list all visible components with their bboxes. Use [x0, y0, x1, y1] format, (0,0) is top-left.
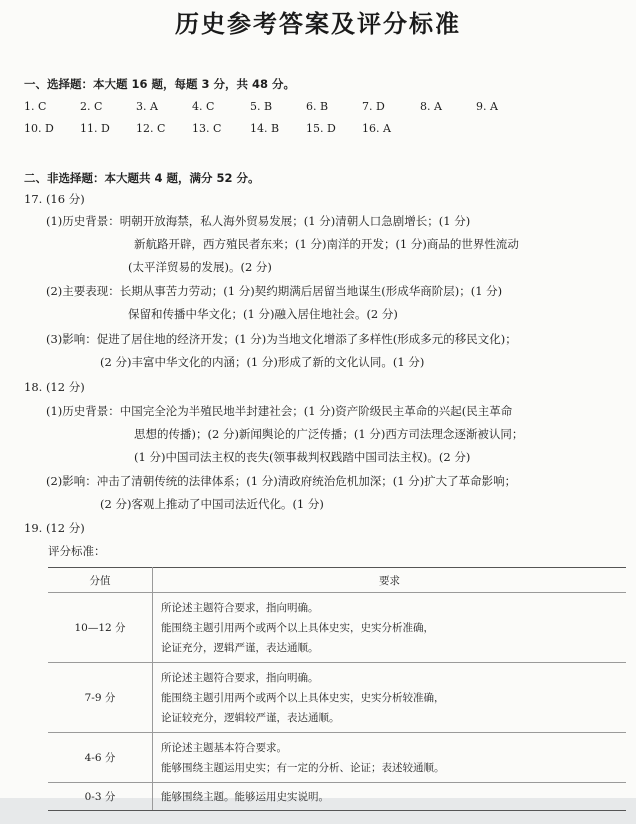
- q18-line: (2)影响：冲击了清朝传统的法律体系；(1 分)清政府统治危机加深；(1 分)扩大了革命影响；: [46, 474, 517, 488]
- requirement-line: 所论述主题基本符合要求。: [161, 741, 287, 754]
- table-header-requirement: 要求: [153, 568, 627, 593]
- answer-item: 15. D: [306, 122, 336, 135]
- table-header-row: [48, 568, 626, 593]
- answer-item: 12. C: [136, 122, 166, 135]
- criteria-label: 评分标准：: [48, 544, 106, 558]
- answer-item: 5. B: [250, 100, 273, 113]
- requirement-line: 能够围绕主题。能够运用史实说明。: [161, 790, 329, 803]
- q17-line: (3)影响：促进了居住地的经济开发；(1 分)为当地文化增添了多样性(形成多元的移民文化)；: [46, 332, 517, 346]
- section1-heading: 一、选择题：本大题 16 题，每题 3 分，共 48 分。: [24, 77, 296, 91]
- q17-line: (2)主要表现：长期从事苦力劳动；(1 分)契约期满后居留当地谋生(形成华商阶层)；(1 分): [46, 284, 503, 298]
- answer-item: 4. C: [192, 100, 215, 113]
- answer-item: 9. A: [476, 100, 498, 113]
- score-cell: 0-3 分: [48, 783, 153, 811]
- q18-line: (1)历史背景：中国完全沦为半殖民地半封建社会；(1 分)资产阶级民主革命的兴起(民主革命: [46, 404, 513, 418]
- answer-item: 8. A: [420, 100, 442, 113]
- requirement-cell: [153, 733, 627, 783]
- answer-item: 14. B: [250, 122, 280, 135]
- q18-line: (2 分)客观上推动了中国司法近代化。(1 分): [100, 497, 324, 511]
- requirement-cell: [153, 783, 627, 811]
- table-row: [48, 663, 626, 733]
- requirement-line: 能围绕主题引用两个或两个以上具体史实，史实分析较准确，: [161, 691, 445, 704]
- answer-item: 13. C: [192, 122, 222, 135]
- requirement-line: 能围绕主题引用两个或两个以上具体史实，史实分析准确，: [161, 621, 434, 634]
- answer-item: 2. C: [80, 100, 103, 113]
- q17-line: 新航路开辟，西方殖民者东来；(1 分)南洋的开发；(1 分)商品的世界性流动: [134, 237, 519, 251]
- score-cell: 10—12 分: [48, 593, 153, 663]
- answer-item: 11. D: [80, 122, 110, 135]
- answer-item: 10. D: [24, 122, 54, 135]
- answer-item: 7. D: [362, 100, 385, 113]
- section2-heading: 二、非选择题：本大题共 4 题，满分 52 分。: [24, 171, 260, 185]
- answer-item: 3. A: [136, 100, 158, 113]
- answer-item: 6. B: [306, 100, 329, 113]
- table-row: [48, 783, 626, 811]
- requirement-line: 所论述主题符合要求，指向明确。: [161, 601, 319, 614]
- q18-label: 18. (12 分): [24, 380, 85, 394]
- table-row: [48, 733, 626, 783]
- q17-label: 17. (16 分): [24, 192, 85, 206]
- requirement-line: 论证较充分，逻辑较严谨，表达通顺。: [161, 711, 340, 724]
- q17-line: (1)历史背景：明朝开放海禁，私人海外贸易发展；(1 分)清朝人口急剧增长；(1 分): [46, 214, 471, 228]
- requirement-cell: [153, 663, 627, 733]
- requirement-line: 所论述主题符合要求，指向明确。: [161, 671, 319, 684]
- requirement-line: 论证充分，逻辑严谨，表达通顺。: [161, 641, 319, 654]
- requirement-line: 能够围绕主题运用史实；有一定的分析、论证；表述较通顺。: [161, 761, 445, 774]
- score-cell: 7-9 分: [48, 663, 153, 733]
- answer-item: 16. A: [362, 122, 391, 135]
- requirement-cell: [153, 593, 627, 663]
- q17-line: (2 分)丰富中华文化的内涵；(1 分)形成了新的文化认同。(1 分): [100, 355, 425, 369]
- answer-item: 1. C: [24, 100, 47, 113]
- q18-line: 思想的传播)；(2 分)新闻舆论的广泛传播；(1 分)西方司法理念逐渐被认同；: [134, 427, 524, 441]
- score-cell: 4-6 分: [48, 733, 153, 783]
- q17-line: (太平洋贸易的发展)。(2 分): [128, 260, 272, 274]
- grading-table: [48, 567, 626, 811]
- table-header-score: 分值: [48, 568, 153, 593]
- q17-line: 保留和传播中华文化；(1 分)融入居住地社会。(2 分): [128, 307, 398, 321]
- q19-label: 19. (12 分): [24, 521, 85, 535]
- page-title: 历史参考答案及评分标准: [175, 10, 461, 38]
- q18-line: (1 分)中国司法主权的丧失(领事裁判权践踏中国司法主权)。(2 分): [134, 450, 471, 464]
- table-row: [48, 593, 626, 663]
